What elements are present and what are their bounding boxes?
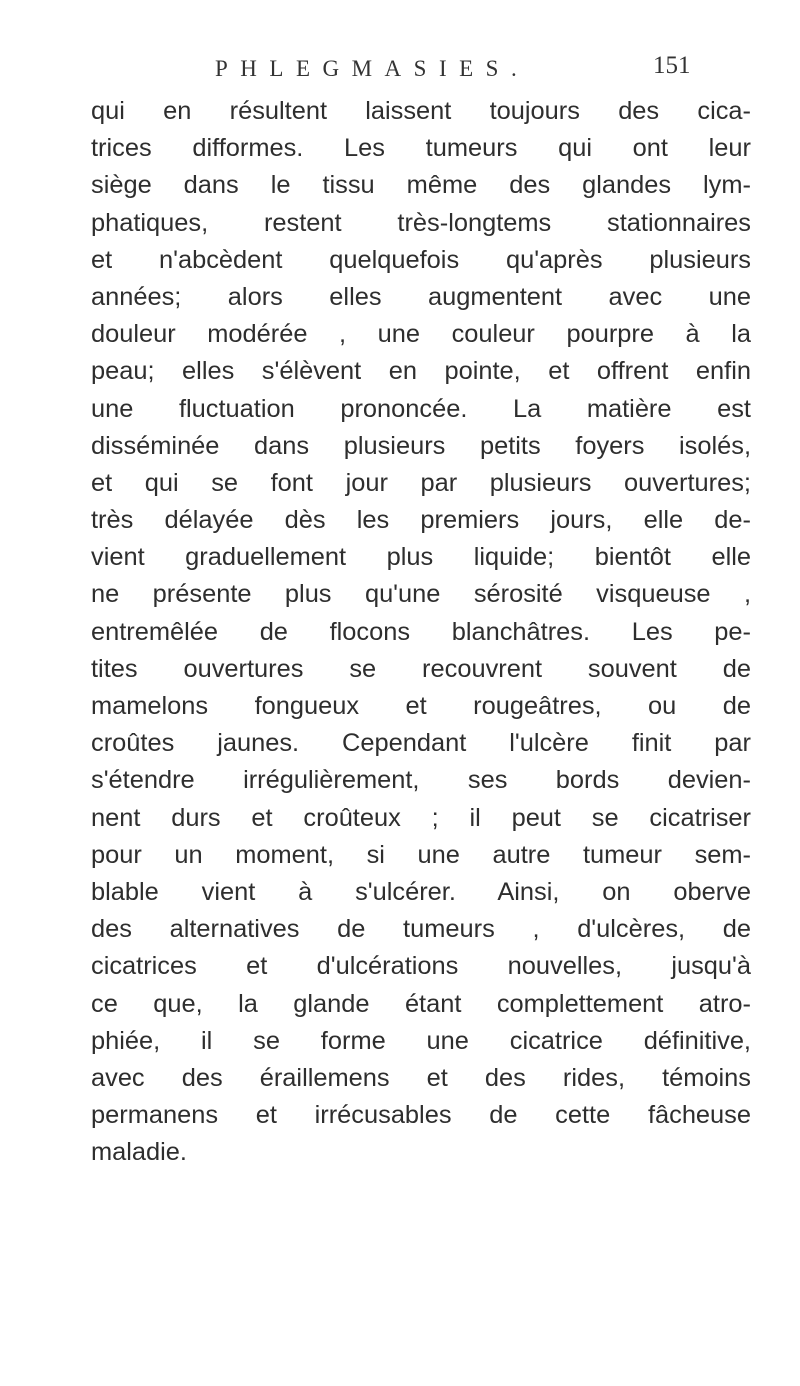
page-number: 151 bbox=[653, 52, 691, 79]
text-line: années; alors elles augmentent avec une bbox=[91, 282, 751, 311]
text-line: cicatrices et d'ulcérations nouvelles, jusqu'à bbox=[91, 952, 751, 981]
text-line: nent durs et croûteux ; il peut se cicatriser bbox=[91, 803, 751, 832]
text-line: des alternatives de tumeurs , d'ulcères, de bbox=[91, 915, 751, 944]
text-line: une fluctuation prononcée. La matière est bbox=[91, 394, 751, 423]
body-paragraph bbox=[91, 93, 751, 1171]
text-line: maladie. bbox=[91, 1138, 187, 1167]
text-line: mamelons fongueux et rougeâtres, ou de bbox=[91, 692, 751, 720]
text-line: s'étendre irrégulièrement, ses bords devien- bbox=[91, 766, 751, 795]
text-line: permanens et irrécusables de cette fâcheuse bbox=[91, 1101, 751, 1130]
text-line: peau; elles s'élèvent en pointe, et offrent enfin bbox=[91, 357, 751, 386]
text-line: disséminée dans plusieurs petits foyers isolés, bbox=[91, 431, 751, 460]
text-line: entremêlée de flocons blanchâtres. Les pe- bbox=[91, 617, 751, 646]
text-line: ce que, la glande étant complettement atro- bbox=[91, 989, 751, 1018]
text-line: pour un moment, si une autre tumeur sem- bbox=[91, 840, 751, 869]
text-line: vient graduellement plus liquide; bientôt elle bbox=[91, 543, 751, 572]
text-line: blable vient à s'ulcérer. Ainsi, on oberve bbox=[91, 877, 751, 906]
text-line: phiée, il se forme une cicatrice définitive, bbox=[91, 1026, 751, 1055]
text-line: et qui se font jour par plusieurs ouvertures; bbox=[91, 468, 751, 497]
text-line: tites ouvertures se recouvrent souvent de bbox=[91, 654, 751, 683]
text-line: qui en résultent laissent toujours des cica- bbox=[91, 97, 751, 125]
text-line: avec des éraillemens et des rides, témoins bbox=[91, 1063, 751, 1092]
text-line: et n'abcèdent quelquefois qu'après plusieurs bbox=[91, 245, 751, 274]
running-head: PHLEGMASIES. bbox=[215, 56, 530, 81]
text-line: siège dans le tissu même des glandes lym- bbox=[91, 171, 751, 200]
text-line: croûtes jaunes. Cependant l'ulcère finit par bbox=[91, 729, 751, 758]
text-line: trices difformes. Les tumeurs qui ont leur bbox=[91, 134, 751, 163]
text-line: ne présente plus qu'une sérosité visqueuse , bbox=[91, 580, 751, 609]
text-line: très délayée dès les premiers jours, elle de- bbox=[91, 506, 751, 535]
text-line: douleur modérée , une couleur pourpre à la bbox=[91, 320, 751, 349]
text-line: phatiques, restent très-longtems stationnaires bbox=[91, 208, 751, 237]
